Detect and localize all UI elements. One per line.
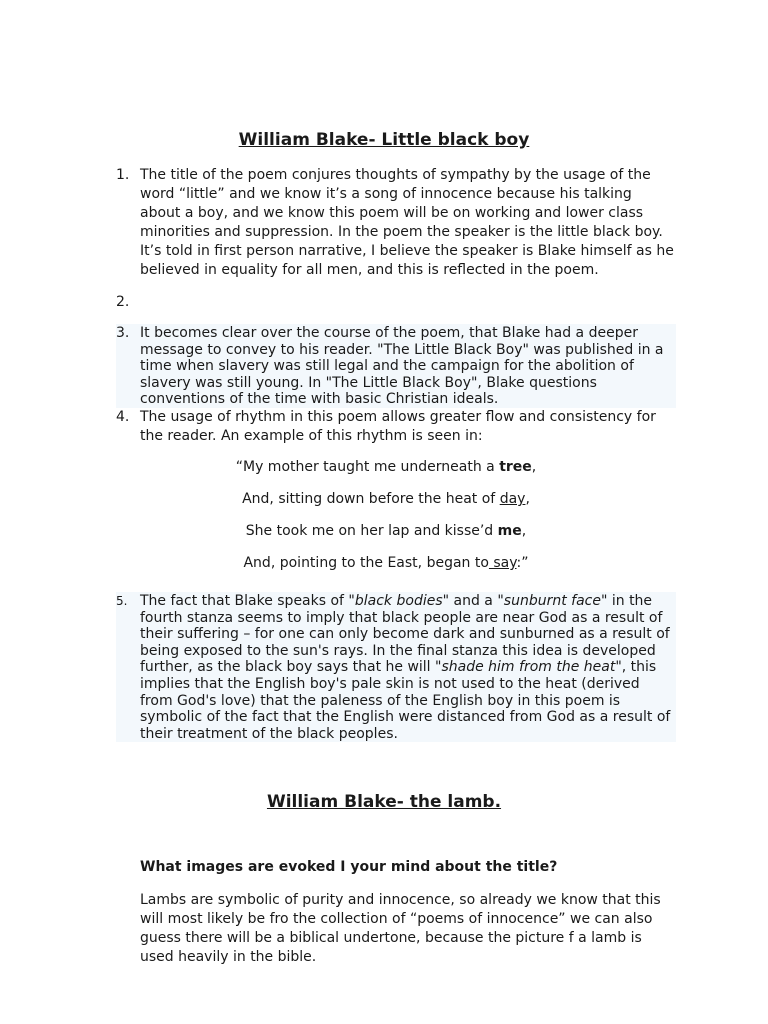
list-item <box>116 166 676 280</box>
list-item <box>116 408 676 446</box>
list-item-text-part: " in the fourth stanza seems to imply that black people are near God as a result of their suffering – for one can only become dark and sunburned as a result of being exposed to the sun's rays. In the final stanza this idea is developed further, as the black boy says that he will " <box>140 593 670 676</box>
list-number: 4. <box>116 409 130 425</box>
verse-text: And, pointing to the East, began to <box>243 555 489 571</box>
verse-line <box>2 458 768 477</box>
verse-line <box>2 490 768 509</box>
title-the-lamb: William Blake- the lamb. <box>266 792 502 812</box>
list-item-text: The title of the poem conjures thoughts of sympathy by the usage of the word “little” and we know it’s a song of innocence because his talking about a boy, and we know this poem will be on working and lower class minorities and suppression. In the poem the speaker is the little black boy. It’s told in first person narrative, I believe the speaker is Blake himself as he believed in equality for all men, and this is reflected in the poem. <box>140 167 674 278</box>
verse-line <box>2 522 768 541</box>
title-little-black-boy: William Blake- Little black boy <box>238 130 530 150</box>
list-item-text-part: ", this implies that the English boy's pale skin is not used to the heat (derived from God's love) that the paleness of the English boy in this poem is symbolic of the fact that the English were distanced from God as a result of their treatment of the black peoples. <box>140 659 671 742</box>
verse-text: She took me on her lap and kisse’d <box>245 523 498 539</box>
verse-text: , <box>525 491 530 507</box>
list-item-text-part: " and a " <box>442 593 504 609</box>
list-item-text: It becomes clear over the course of the poem, that Blake had a deeper message to convey to his reader. "The Little Black Boy" was published in a time when slavery was still legal and the campaign for the abolition of slavery was still young. In "The Little Black Boy", Blake questions conventions of the time with basic Christian ideals. <box>140 325 664 408</box>
list-item-text-part: The fact that Blake speaks of " <box>140 593 355 609</box>
verse-emphasis: day <box>499 491 526 507</box>
verse-text: :” <box>516 555 529 571</box>
verse-text: “My mother taught me underneath a <box>235 459 500 475</box>
verse-emphasis: say <box>488 555 517 571</box>
list-item-shaded <box>116 325 676 408</box>
verse-emphasis: tree <box>499 459 532 475</box>
verse-text: And, sitting down before the heat of <box>242 491 500 507</box>
list-item-italic: shade him from the heat <box>441 659 616 676</box>
verse-line <box>2 554 768 573</box>
question-heading: What images are evoked I your mind about the title? <box>140 859 558 875</box>
list-item-shaded <box>116 593 676 742</box>
answer-paragraph: Lambs are symbolic of purity and innocence, so already we know that this will most likely be fro the collection of “poems of innocence” we can also guess there will be a biblical undertone, because the picture f a lamb is used heavily in the bible. <box>140 892 661 965</box>
list-number: 1. <box>116 167 130 183</box>
list-item-italic: black bodies <box>354 593 443 609</box>
list-number: 5. <box>116 594 128 608</box>
list-item-italic: sunburnt face <box>503 593 601 609</box>
verse-text: , <box>521 523 527 539</box>
verse-emphasis: me <box>497 523 522 539</box>
list-number: 2. <box>116 294 130 310</box>
list-number: 3. <box>116 325 130 341</box>
verse-text: , <box>531 459 537 475</box>
list-item-text: The usage of rhythm in this poem allows greater flow and consistency for the reader. An example of this rhythm is seen in: <box>140 409 656 444</box>
